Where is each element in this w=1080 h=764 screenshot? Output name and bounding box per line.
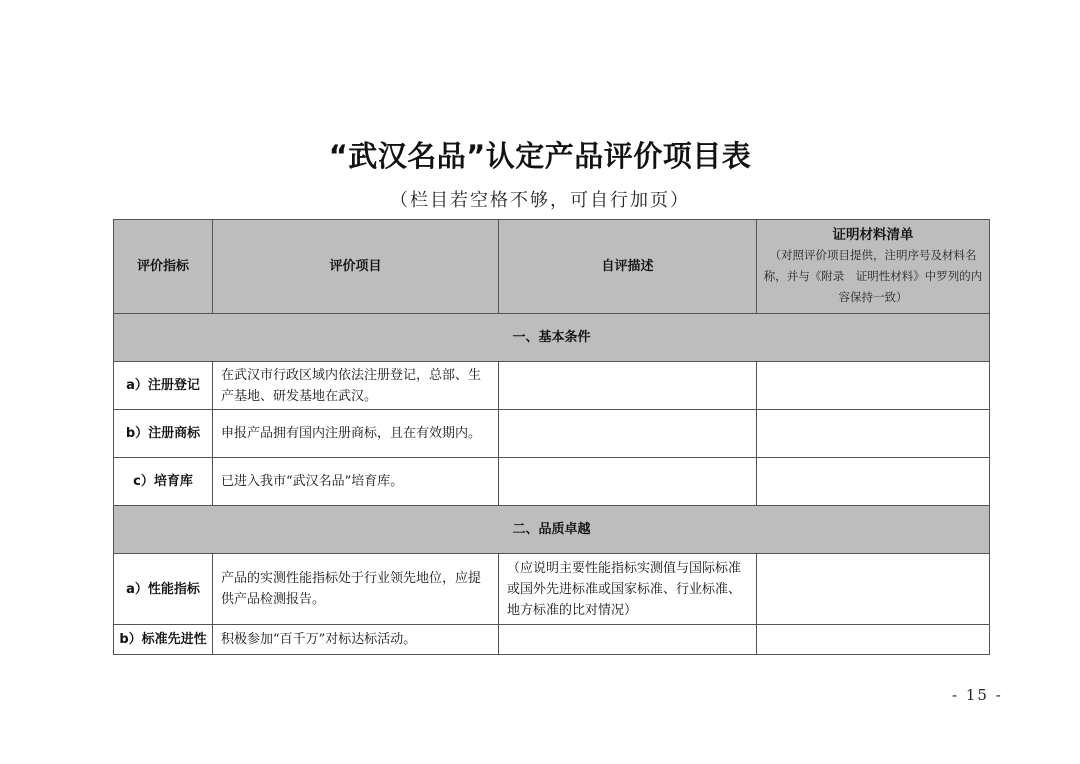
indicator-cell: b）注册商标	[114, 410, 213, 458]
self-eval-cell: （应说明主要性能指标实测值与国际标准或国外先进标准或国家标准、行业标准、地方标准的比对情况）	[499, 554, 757, 625]
header-item: 评价项目	[213, 220, 499, 314]
proof-cell	[757, 554, 990, 625]
self-eval-cell	[499, 625, 757, 655]
section-title: 一、基本条件	[114, 314, 990, 362]
item-cell: 产品的实测性能指标处于行业领先地位，应提供产品检测报告。	[213, 554, 499, 625]
page-number: - 15 -	[952, 686, 1003, 704]
header-proof-note: （对照评价项目提供，注明序号及材料名称，并与《附录 证明性材料》中罗列的内容保持一致）	[763, 248, 983, 304]
header-indicator: 评价指标	[114, 220, 213, 314]
document-subtitle: （栏目若空格不够，可自行加页）	[390, 190, 690, 211]
indicator-cell: b）标准先进性	[114, 625, 213, 655]
item-cell: 积极参加“百千万”对标达标活动。	[213, 625, 499, 655]
table-row	[114, 410, 990, 458]
self-eval-cell	[499, 362, 757, 410]
proof-cell	[757, 410, 990, 458]
self-eval-cell	[499, 410, 757, 458]
document-title: “武汉名品”认定产品评价项目表	[328, 139, 752, 173]
proof-cell	[757, 625, 990, 655]
item-cell: 申报产品拥有国内注册商标，且在有效期内。	[213, 410, 499, 458]
proof-cell	[757, 362, 990, 410]
table-row	[114, 362, 990, 410]
table-header-row	[114, 220, 990, 314]
table-row	[114, 625, 990, 655]
evaluation-table	[113, 219, 990, 655]
header-proof	[757, 220, 990, 314]
self-eval-cell	[499, 458, 757, 506]
section-title: 二、品质卓越	[114, 506, 990, 554]
table-row	[114, 554, 990, 625]
section-row	[114, 506, 990, 554]
item-cell: 在武汉市行政区域内依法注册登记，总部、生产基地、研发基地在武汉。	[213, 362, 499, 410]
item-cell: 已进入我市“武汉名品”培育库。	[213, 458, 499, 506]
proof-cell	[757, 458, 990, 506]
table-row	[114, 458, 990, 506]
header-proof-title: 证明材料清单	[832, 227, 914, 243]
indicator-cell: c）培育库	[114, 458, 213, 506]
section-row	[114, 314, 990, 362]
indicator-cell: a）性能指标	[114, 554, 213, 625]
header-self-eval: 自评描述	[499, 220, 757, 314]
indicator-cell: a）注册登记	[114, 362, 213, 410]
